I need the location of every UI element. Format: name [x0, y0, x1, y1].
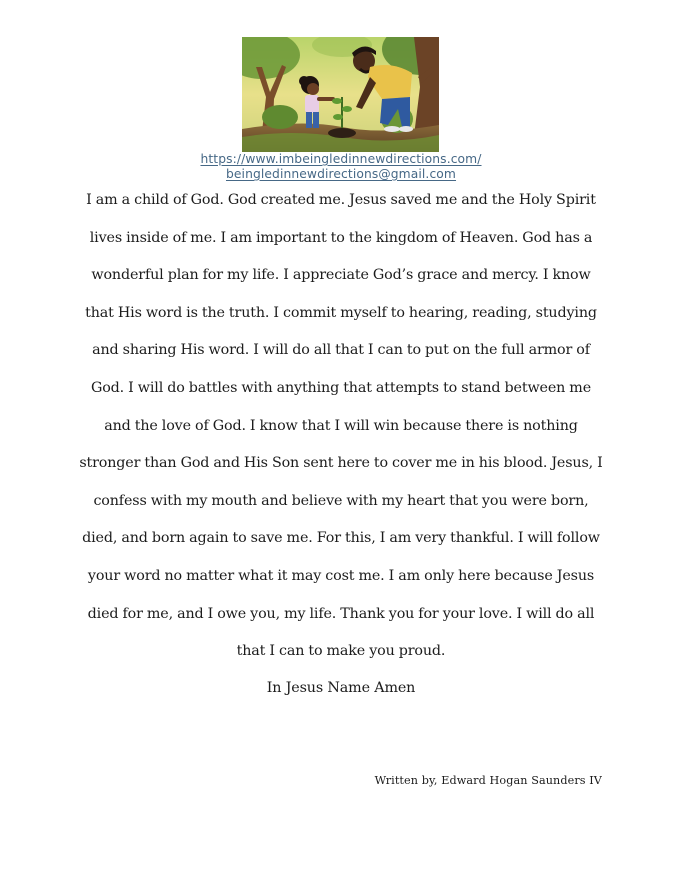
prayer-line: lives inside of me. I am important to the kingdom of Heaven. God has a: [89, 229, 593, 246]
prayer-line: that I can to make you proud.: [236, 643, 446, 660]
prayer-line: wonderful plan for my life. I appreciate God’s grace and mercy. I know: [91, 267, 591, 284]
prayer-line: died, and born again to save me. For this, I am very thankful. I will follow: [82, 530, 600, 547]
prayer-line: that His word is the truth. I commit myself to hearing, reading, studying: [85, 304, 597, 321]
closing-line: In Jesus Name Amen: [266, 680, 416, 696]
header-illustration: [242, 37, 439, 152]
author-signature: Written by, Edward Hogan Saunders IV: [374, 774, 602, 787]
prayer-line: stronger than God and His Son sent here to cover me in his blood. Jesus, I: [79, 455, 603, 472]
prayer-line: died for me, and I owe you, my life. Thank you for your love. I will do all: [87, 605, 595, 622]
prayer-line: and the love of God. I know that I will win because there is nothing: [104, 417, 578, 434]
prayer-line: and sharing His word. I will do all that I can to put on the full armor of: [92, 342, 590, 359]
website-link[interactable]: https://www.imbeingledinnewdirections.com/: [200, 152, 482, 166]
prayer-line: I am a child of God. God created me. Jesus saved me and the Holy Spirit: [86, 192, 596, 208]
prayer-line: your word no matter what it may cost me. I am only here because Jesus: [87, 567, 595, 584]
prayer-line: God. I will do battles with anything that attempts to stand between me: [90, 379, 592, 396]
prayer-line: confess with my mouth and believe with my heart that you were born,: [93, 492, 589, 509]
email-link[interactable]: beingledinnewdirections@gmail.com: [225, 167, 457, 181]
prayer-body: [70, 182, 612, 671]
